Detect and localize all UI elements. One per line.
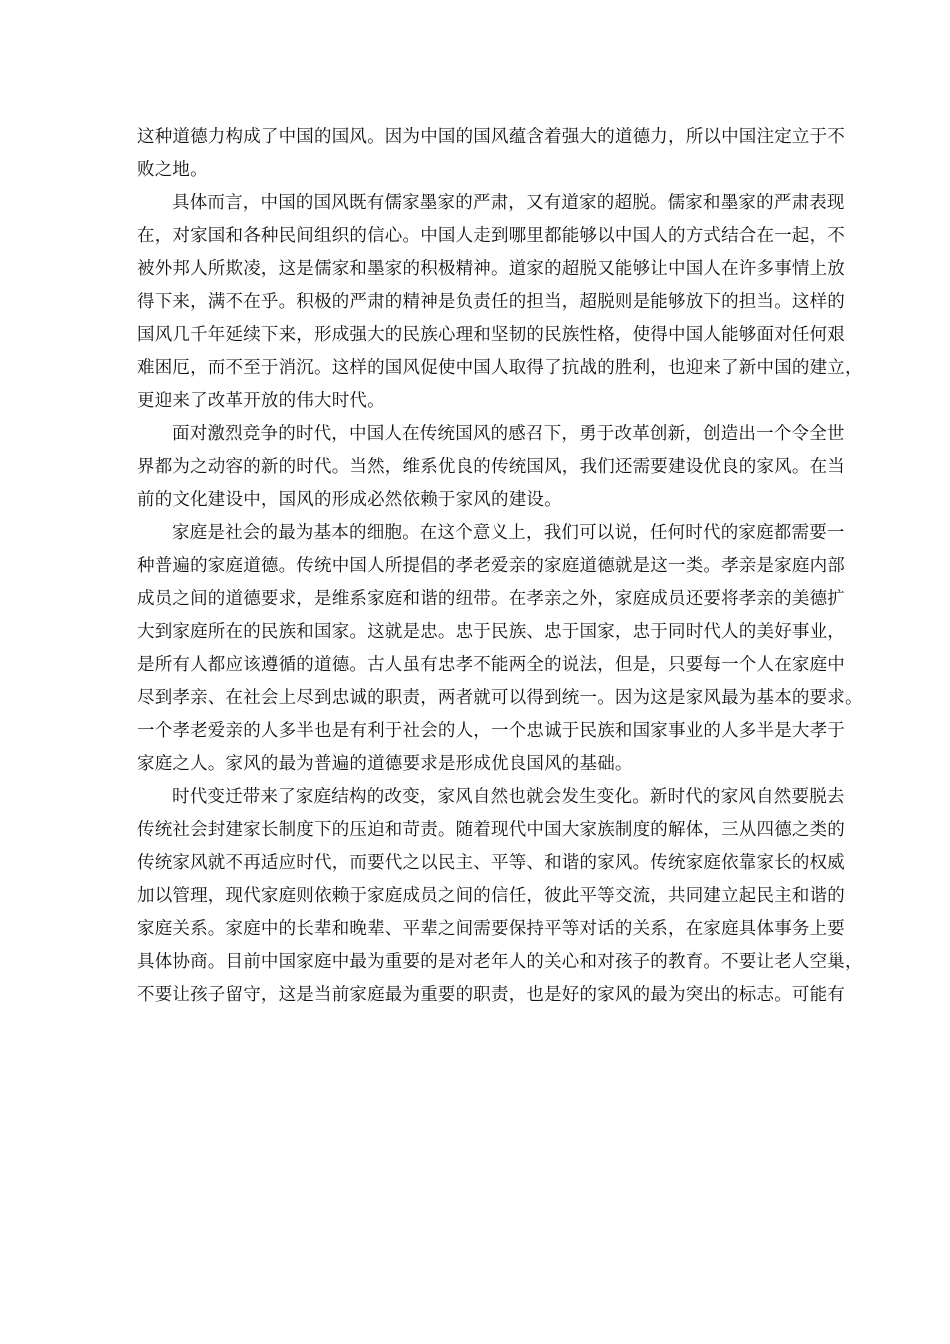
text-line: 败之地。 (137, 160, 208, 180)
text-line: 成员之间的道德要求，是维系家庭和谐的纽带。在孝亲之外，家庭成员还要将孝亲的美德扩 (137, 589, 845, 609)
text-line: 家庭之人。家风的最为普遍的道德要求是形成优良国风的基础。 (137, 754, 633, 774)
text-line: 面对激烈竞争的时代，中国人在传统国风的感召下，勇于改革创新，创造出一个令全世 (172, 424, 845, 444)
text-line: 加以管理，现代家庭则依赖于家庭成员之间的信任，彼此平等交流，共同建立起民主和谐的 (137, 886, 845, 906)
text-line: 传统社会封建家长制度下的压迫和苛责。随着现代中国大家族制度的解体，三从四德之类的 (137, 820, 845, 840)
text-line: 大到家庭所在的民族和国家。这就是忠。忠于民族、忠于国家，忠于同时代人的美好事业， (137, 622, 845, 642)
text-line: 时代变迁带来了家庭结构的改变，家风自然也就会发生变化。新时代的家风自然要脱去 (172, 787, 845, 807)
text-line: 不要让孩子留守，这是当前家庭最为重要的职责，也是好的家风的最为突出的标志。可能有 (137, 985, 845, 1005)
text-line: 家庭是社会的最为基本的细胞。在这个意义上，我们可以说，任何时代的家庭都需要一 (172, 523, 845, 543)
text-line: 这种道德力构成了中国的国风。因为中国的国风蕴含着强大的道德力，所以中国注定立于不 (137, 127, 845, 147)
text-line: 更迎来了改革开放的伟大时代。 (137, 391, 385, 411)
paragraph-3 (137, 418, 845, 517)
paragraph-1 (137, 121, 845, 187)
text-line: 得下来，满不在乎。积极的严肃的精神是负责任的担当，超脱则是能够放下的担当。这样的 (137, 292, 845, 312)
text-line: 传统家风就不再适应时代，而要代之以民主、平等、和谐的家风。传统家庭依靠家长的权威 (137, 853, 845, 873)
paragraph-4 (137, 517, 863, 781)
paragraph-5 (137, 781, 863, 1012)
text-line: 家庭关系。家庭中的长辈和晚辈、平辈之间需要保持平等对话的关系，在家庭具体事务上要 (137, 919, 845, 939)
text-line: 难困厄，而不至于消沉。这样的国风促使中国人取得了抗战的胜利，也迎来了新中国的建立， (137, 358, 863, 378)
text-line: 尽到孝亲、在社会上尽到忠诚的职责，两者就可以得到统一。因为这是家风最为基本的要求。 (137, 688, 863, 708)
text-line: 被外邦人所欺凌，这是儒家和墨家的积极精神。道家的超脱又能够让中国人在许多事情上放 (137, 259, 845, 279)
text-line: 前的文化建设中，国风的形成必然依赖于家风的建设。 (137, 490, 562, 510)
text-line: 具体而言，中国的国风既有儒家墨家的严肃，又有道家的超脱。儒家和墨家的严肃表现 (172, 193, 845, 213)
text-line: 是所有人都应该遵循的道德。古人虽有忠孝不能两全的说法，但是，只要每一个人在家庭中 (137, 655, 845, 675)
text-line: 种普遍的家庭道德。传统中国人所提倡的孝老爱亲的家庭道德就是这一类。孝亲是家庭内部 (137, 556, 845, 576)
text-line: 界都为之动容的新的时代。当然，维系优良的传统国风，我们还需要建设优良的家风。在当 (137, 457, 845, 477)
text-line: 一个孝老爱亲的人多半也是有利于社会的人，一个忠诚于民族和国家事业的人多半是大孝于 (137, 721, 845, 741)
paragraph-2 (137, 187, 863, 418)
text-line: 国风几千年延续下来，形成强大的民族心理和坚韧的民族性格，使得中国人能够面对任何艰 (137, 325, 845, 345)
body-text (137, 121, 863, 1012)
text-line: 在，对家国和各种民间组织的信心。中国人走到哪里都能够以中国人的方式结合在一起，不 (137, 226, 845, 246)
text-line: 具体协商。目前中国家庭中最为重要的是对老年人的关心和对孩子的教育。不要让老人空巢， (137, 952, 863, 972)
